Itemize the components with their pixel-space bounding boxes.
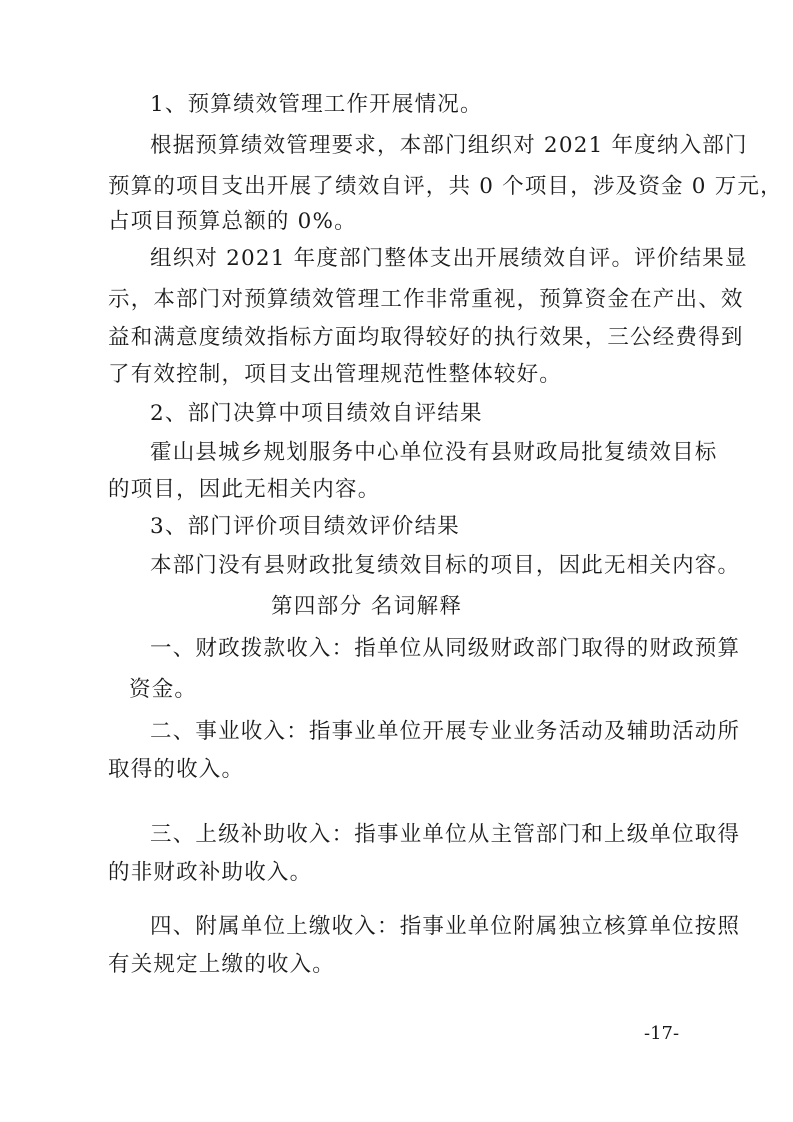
text-line: 霍山县城乡规划服务中心单位没有县财政局批复绩效目标 (150, 440, 718, 465)
page-number: -17- (644, 1023, 680, 1044)
definition-line (0, 948, 793, 982)
definition-line (0, 818, 793, 852)
text-line: 2、部门决算中项目绩效自评结果 (150, 401, 483, 426)
text-line: 本部门没有县财政批复绩效目标的项目，因此无相关内容。 (150, 553, 741, 578)
paragraph-line (0, 205, 793, 239)
definition-line (0, 856, 793, 890)
text-line: 示，本部门对预算绩效管理工作非常重视，预算资金在产出、效 (108, 287, 744, 312)
text-line: 四、附属单位上缴收入：指事业单位附属独立核算单位按照 (150, 914, 741, 939)
part-heading (0, 590, 793, 624)
text-line: 占项目预算总额的 0%。 (108, 209, 357, 234)
definition-line (0, 910, 793, 944)
text-line: 3、部门评价项目绩效评价结果 (150, 514, 460, 539)
text-line: 组织对 2021 年度部门整体支出开展绩效自评。评价结果显 (150, 246, 748, 271)
text-line: 1、预算绩效管理工作开展情况。 (150, 92, 483, 117)
text-line: 了有效控制，项目支出管理规范性整体较好。 (108, 362, 563, 387)
paragraph-line (0, 549, 793, 583)
paragraph-line (0, 321, 793, 355)
text-line: 益和满意度绩效指标方面均取得较好的执行效果，三公经费得到 (108, 325, 744, 350)
section-heading-3 (0, 510, 793, 544)
definition-line (0, 673, 793, 707)
text-line: 的项目，因此无相关内容。 (108, 477, 381, 502)
text-line: 资金。 (129, 677, 198, 702)
paragraph-line (0, 170, 793, 204)
paragraph-line (0, 473, 793, 507)
text-line: 根据预算绩效管理要求，本部门组织对 2021 年度纳入部门 (150, 133, 748, 158)
definition-line (0, 753, 793, 787)
text-line: 的非财政补助收入。 (108, 860, 313, 885)
paragraph-line (0, 436, 793, 470)
text-line: 有关规定上缴的收入。 (108, 952, 336, 977)
paragraph-line (0, 358, 793, 392)
text-line: 一、财政拨款收入：指单位从同级财政部门取得的财政预算 (150, 636, 741, 661)
section-heading-2 (0, 397, 793, 431)
section-heading-1 (0, 88, 793, 122)
text-line: 预算的项目支出开展了绩效自评，共 0 个项目，涉及资金 0 万元， (108, 174, 783, 199)
text-line: 三、上级补助收入：指事业单位从主管部门和上级单位取得 (150, 822, 741, 847)
definition-line (0, 632, 793, 666)
paragraph-line (0, 129, 793, 163)
paragraph-line (0, 283, 793, 317)
text-line: 二、事业收入：指事业单位开展专业业务活动及辅助活动所 (150, 719, 741, 744)
text-line: 取得的收入。 (108, 757, 245, 782)
text-line: 第四部分 名词解释 (271, 594, 463, 619)
paragraph-line (0, 242, 793, 276)
definition-line (0, 715, 793, 749)
